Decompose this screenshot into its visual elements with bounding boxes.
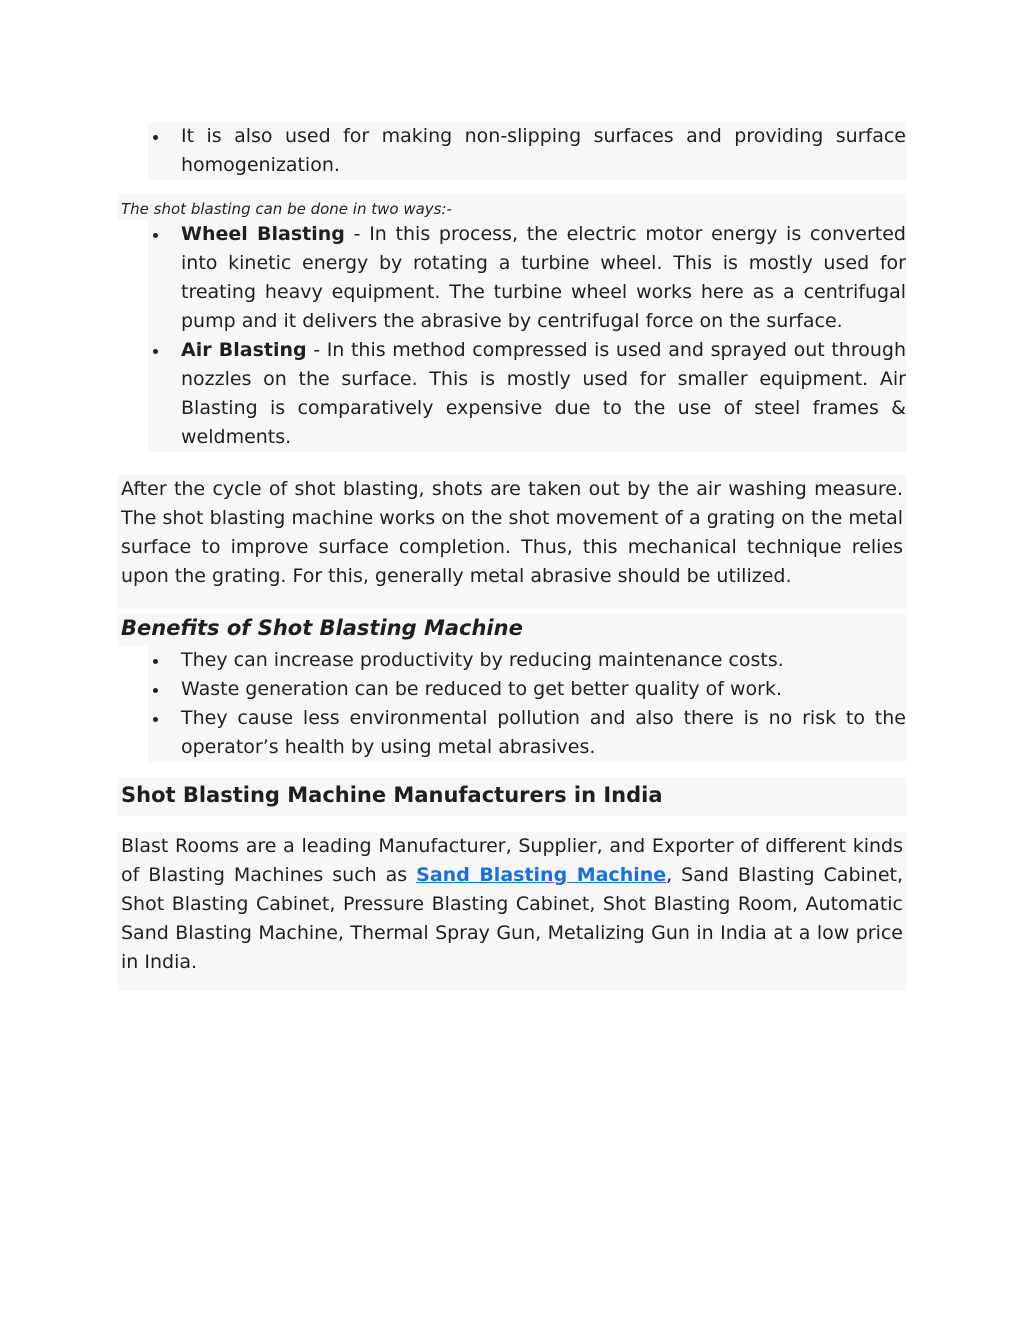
methods-block: [148, 220, 906, 452]
intro-text: The shot blasting can be done in two ways:-: [121, 200, 452, 218]
method-wheel-blasting: [148, 220, 906, 336]
text-before-link: Blast Rooms are a leading Manufacturer, Supplier, and Exporter of different kinds of Blasting Machines such as: [121, 835, 903, 886]
benefits-heading-block: [118, 614, 906, 646]
manufacturers-paragraph: [118, 832, 906, 977]
benefits-list-block: [148, 646, 906, 762]
text-after-link: , Sand Blasting Cabinet, Shot Blasting Cabinet, Pressure Blasting Cabinet, Shot Blasting Room, Automatic Sand Blasting Machine, Thermal Spray Gun, Metalizing Gun in India at a low price in India.: [121, 864, 904, 973]
method-description: - In this process, the electric motor energy is converted into kinetic energy by rotating a turbine wheel. This is mostly used for treating heavy equipment. The turbine wheel works here as a centrifugal pump and it delivers the abrasive by centrifugal force on the surface.: [181, 223, 906, 332]
list-item: They cause less environmental pollution and also there is no risk to the operator’s health by using metal abrasives.: [148, 704, 906, 762]
benefits-list: [148, 646, 906, 762]
methods-list: [148, 220, 906, 452]
body-paragraph: After the cycle of shot blasting, shots are taken out by the air washing measure. The shot blasting machine works on the shot movement of a grating on the metal surface to improve surface completion. Thus, this mechanical technique relies upon the grating. For this, generally metal abrasive should be utilized.: [121, 478, 903, 587]
list-item: They can increase productivity by reducing maintenance costs.: [148, 646, 906, 675]
list-item: It is also used for making non-slipping surfaces and providing surface homogenization.: [148, 122, 906, 180]
intro-block: [118, 194, 906, 220]
manufacturers-heading: Shot Blasting Machine Manufacturers in India: [121, 783, 663, 807]
method-air-blasting: [148, 336, 906, 452]
list-item: Waste generation can be reduced to get better quality of work.: [148, 675, 906, 704]
method-term: Air Blasting: [181, 339, 307, 361]
top-bullet-block: [148, 122, 906, 180]
benefits-heading: Benefits of Shot Blasting Machine: [121, 616, 523, 640]
paragraph-block: [118, 475, 906, 609]
top-bullet-list: [148, 122, 906, 180]
manufacturers-block: [118, 832, 906, 991]
manufacturers-heading-block: [118, 777, 906, 816]
method-term: Wheel Blasting: [181, 223, 345, 245]
method-description: - In this method compressed is used and sprayed out through nozzles on the surface. This is mostly used for smaller equipment. Air Blasting is comparatively expensive due to the use of steel frames & weldments.: [181, 339, 906, 448]
sand-blasting-machine-link[interactable]: Sand Blasting Machine: [416, 864, 667, 886]
